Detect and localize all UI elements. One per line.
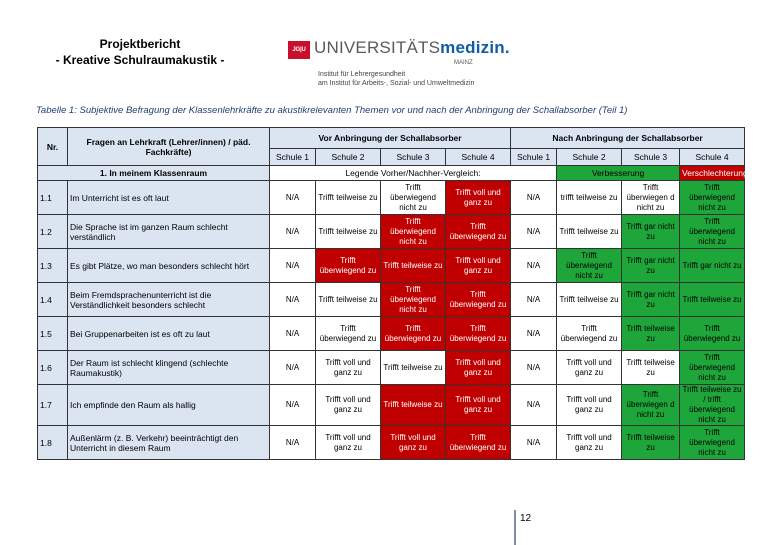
answer-cell: Trifft teilweise zu (680, 283, 745, 317)
col-header-school: Schule 3 (622, 149, 680, 166)
answer-cell: N/A (270, 249, 316, 283)
answer-cell: Trifft überwiegend nicht zu (680, 181, 745, 215)
header-row-groups (38, 128, 745, 149)
table-row (38, 249, 745, 283)
answer-cell: Trifft voll und ganz zu (446, 351, 511, 385)
logo-mainz: MAINZ (454, 60, 473, 66)
answer-cell: Trifft teilweise zu / trifft überwiegend nicht zu (680, 385, 745, 426)
logo-institute-line1: Institut für Lehrergesundheit (318, 71, 406, 78)
university-logo (288, 38, 510, 98)
answer-cell: N/A (511, 426, 557, 460)
row-number: 1.7 (38, 385, 68, 426)
row-number: 1.2 (38, 215, 68, 249)
answer-cell: N/A (511, 385, 557, 426)
row-number: 1.8 (38, 426, 68, 460)
answer-cell: Trifft voll und ganz zu (316, 426, 381, 460)
answer-cell: Trifft voll und ganz zu (446, 249, 511, 283)
section-row (38, 166, 745, 181)
answer-cell: Trifft überwiegend zu (446, 317, 511, 351)
table-row (38, 283, 745, 317)
answer-cell: Trifft teilweise zu (316, 181, 381, 215)
answer-cell: Trifft voll und ganz zu (557, 426, 622, 460)
col-header-school: Schule 3 (381, 149, 446, 166)
logo-medizin: medizin. (440, 38, 510, 57)
answer-cell: Trifft teilweise zu (622, 426, 680, 460)
answer-cell: N/A (270, 317, 316, 351)
row-question: Es gibt Plätze, wo man besonders schlecht hört (68, 249, 270, 283)
answer-cell: N/A (511, 317, 557, 351)
survey-table (37, 127, 748, 460)
answer-cell: N/A (270, 283, 316, 317)
col-header-school: Schule 2 (316, 149, 381, 166)
logo-institute-line2: am Institut für Arbeits-, Sozial- und Umweltmedizin (318, 80, 475, 87)
answer-cell: N/A (511, 181, 557, 215)
table-caption: Tabelle 1: Subjektive Befragung der Klassenlehrkräfte zu akustikrelevanten Themen vor und nach der Anbringung der Schallabsorber (Teil 1) (36, 105, 628, 116)
answer-cell: N/A (511, 351, 557, 385)
answer-cell: Trifft überwiegend nicht zu (680, 426, 745, 460)
col-header-school: Schule 2 (557, 149, 622, 166)
answer-cell: N/A (511, 249, 557, 283)
answer-cell: Trifft überwiegen d nicht zu (622, 181, 680, 215)
row-number: 1.6 (38, 351, 68, 385)
answer-cell: Trifft überwiegend nicht zu (381, 181, 446, 215)
row-question: Ich empfinde den Raum als hallig (68, 385, 270, 426)
answer-cell: Trifft überwiegend zu (446, 426, 511, 460)
answer-cell: Trifft überwiegend zu (446, 283, 511, 317)
row-question: Im Unterricht ist es oft laut (68, 181, 270, 215)
answer-cell: N/A (511, 283, 557, 317)
answer-cell: Trifft überwiegend zu (381, 317, 446, 351)
logo-universitaets: UNIVERSITÄTS (314, 38, 441, 57)
col-header-school: Schule 1 (270, 149, 316, 166)
answer-cell: Trifft überwiegend zu (316, 317, 381, 351)
row-number: 1.4 (38, 283, 68, 317)
answer-cell: trifft teilweise zu (557, 181, 622, 215)
logo-institute (318, 70, 474, 88)
answer-cell: Trifft teilweise zu (381, 351, 446, 385)
answer-cell: Trifft voll und ganz zu (316, 385, 381, 426)
report-title-line2: - Kreative Schulraumakustik - (55, 53, 225, 67)
col-header-nr: Nr. (38, 128, 68, 166)
table-row (38, 181, 745, 215)
answer-cell: Trifft überwiegend zu (557, 317, 622, 351)
legend-label: Legende Vorher/Nachher-Vergleich: (270, 166, 557, 181)
section-label: 1. In meinem Klassenraum (38, 166, 270, 181)
answer-cell: Trifft überwiegend zu (316, 249, 381, 283)
table-row (38, 215, 745, 249)
row-question: Die Sprache ist im ganzen Raum schlecht verständlich (68, 215, 270, 249)
jgu-badge: JG|U (288, 41, 310, 59)
answer-cell: Trifft voll und ganz zu (557, 351, 622, 385)
row-number: 1.3 (38, 249, 68, 283)
answer-cell: N/A (270, 426, 316, 460)
logo-wordmark (314, 38, 510, 58)
table-row (38, 385, 745, 426)
answer-cell: Trifft teilweise zu (316, 215, 381, 249)
answer-cell: Trifft gar nicht zu (622, 249, 680, 283)
row-question: Außenlärm (z. B. Verkehr) beeinträchtigt den Unterricht in diesem Raum (68, 426, 270, 460)
answer-cell: Trifft überwiegend zu (446, 215, 511, 249)
col-header-school: Schule 4 (446, 149, 511, 166)
answer-cell: Trifft gar nicht zu (622, 283, 680, 317)
col-header-question: Fragen an Lehrkraft (Lehrer/innen) / päd. Fachkräfte) (68, 128, 270, 166)
answer-cell: Trifft überwiegend nicht zu (680, 215, 745, 249)
answer-cell: Trifft überwiegend nicht zu (557, 249, 622, 283)
answer-cell: Trifft voll und ganz zu (446, 181, 511, 215)
answer-cell: N/A (270, 181, 316, 215)
answer-cell: Trifft voll und ganz zu (381, 426, 446, 460)
answer-cell: N/A (511, 215, 557, 249)
row-question: Bei Gruppenarbeiten ist es oft zu laut (68, 317, 270, 351)
legend-worse: Verschlechterung (680, 166, 745, 181)
answer-cell: Trifft teilweise zu (622, 351, 680, 385)
table-body (38, 181, 745, 460)
legend-better: Verbesserung (557, 166, 680, 181)
answer-cell: Trifft gar nicht zu (680, 249, 745, 283)
report-title (40, 36, 240, 68)
answer-cell: Trifft teilweise zu (622, 317, 680, 351)
table-row (38, 317, 745, 351)
answer-cell: Trifft überwiegend zu (680, 317, 745, 351)
answer-cell: Trifft überwiegend nicht zu (680, 351, 745, 385)
row-number: 1.5 (38, 317, 68, 351)
row-question: Beim Fremdsprachenunterricht ist die Verständlichkeit besonders schlecht (68, 283, 270, 317)
answer-cell: Trifft gar nicht zu (622, 215, 680, 249)
answer-cell: Trifft teilweise zu (557, 215, 622, 249)
page-number: 12 (520, 513, 532, 524)
answer-cell: Trifft überwiegend nicht zu (381, 215, 446, 249)
col-header-school: Schule 4 (680, 149, 745, 166)
page-divider (514, 510, 516, 545)
answer-cell: N/A (270, 215, 316, 249)
answer-cell: N/A (270, 351, 316, 385)
table-row (38, 426, 745, 460)
row-number: 1.1 (38, 181, 68, 215)
answer-cell: Trifft teilweise zu (381, 385, 446, 426)
group-header-after: Nach Anbringung der Schallabsorber (511, 128, 745, 149)
table-row (38, 351, 745, 385)
answer-cell: N/A (270, 385, 316, 426)
answer-cell: Trifft teilweise zu (316, 283, 381, 317)
answer-cell: Trifft teilweise zu (557, 283, 622, 317)
col-header-school: Schule 1 (511, 149, 557, 166)
answer-cell: Trifft voll und ganz zu (446, 385, 511, 426)
answer-cell: Trifft überwiegen d nicht zu (622, 385, 680, 426)
answer-cell: Trifft voll und ganz zu (557, 385, 622, 426)
group-header-before: Vor Anbringung der Schallabsorber (270, 128, 511, 149)
answer-cell: Trifft teilweise zu (381, 249, 446, 283)
answer-cell: Trifft voll und ganz zu (316, 351, 381, 385)
answer-cell: Trifft überwiegend nicht zu (381, 283, 446, 317)
report-title-line1: Projektbericht (99, 37, 181, 51)
row-question: Der Raum ist schlecht klingend (schlechte Raumakustik) (68, 351, 270, 385)
